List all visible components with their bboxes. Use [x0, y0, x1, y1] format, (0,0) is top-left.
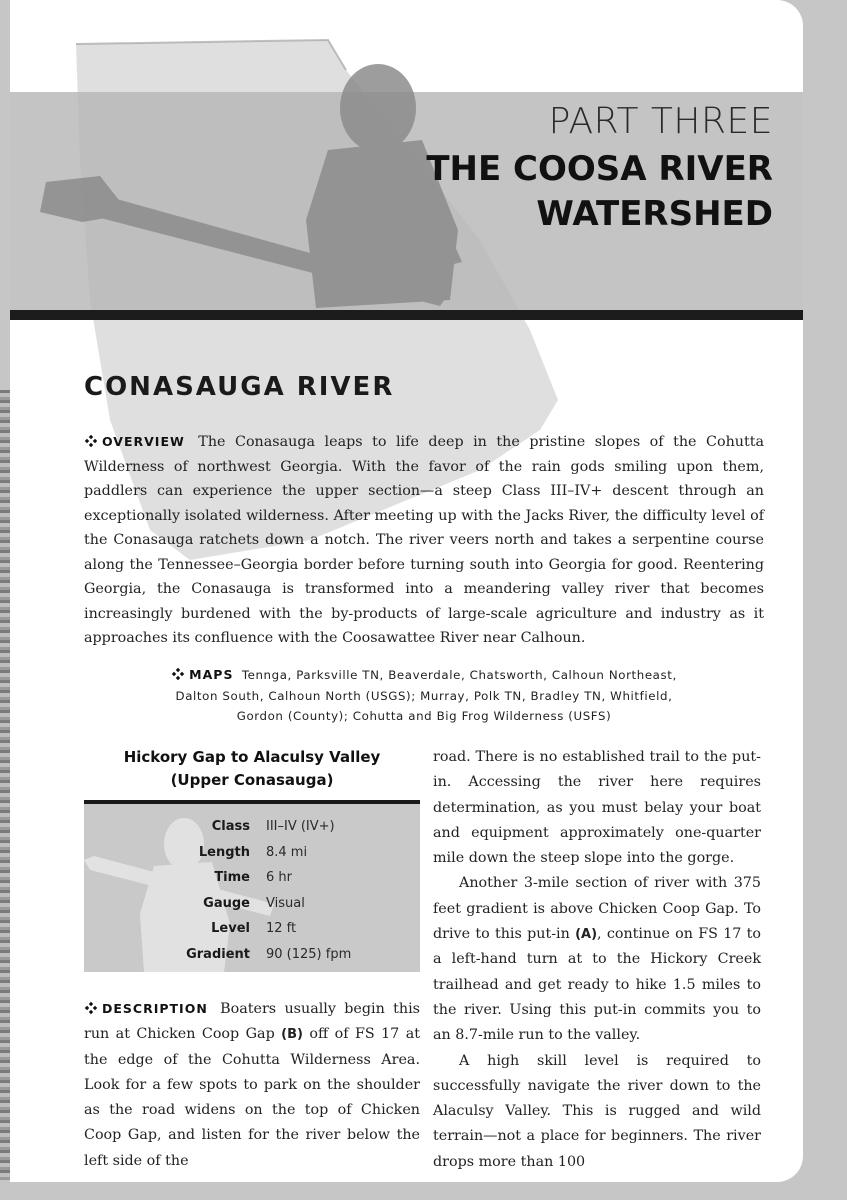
compass-diamond-icon — [171, 667, 185, 681]
maps-line-1 — [84, 665, 764, 686]
stat-row-gauge — [160, 891, 351, 917]
description-label: DESCRIPTION — [102, 1001, 208, 1016]
stat-value: III–IV (IV+) — [266, 819, 335, 835]
adjacent-page-edge — [0, 390, 10, 1180]
compass-diamond-icon — [84, 1001, 98, 1015]
stat-value: 8.4 mi — [266, 844, 308, 860]
stat-label: Time — [214, 870, 250, 886]
right-paragraph-2 — [433, 871, 761, 1048]
section-title-line-2: (Upper Conasauga) — [170, 771, 334, 789]
stat-value: 6 hr — [266, 870, 292, 886]
stat-label: Class — [211, 819, 250, 835]
stat-row-level — [160, 916, 351, 942]
right-p2-text-a: Another 3-mile section of river with 375 feet gradient is above Chicken Coop Gap. To drive to this put-in — [433, 875, 761, 943]
part-title-line-2: WATERSHED — [536, 194, 773, 234]
stats-table — [160, 814, 351, 967]
river-stats-box — [84, 800, 420, 972]
stat-row-length — [160, 840, 351, 866]
book-page — [10, 0, 803, 1182]
overview-label: OVERVIEW — [102, 434, 185, 449]
description-paragraph — [84, 996, 420, 1174]
maps-text-1: Tennga, Parksville TN, Beaverdale, Chatsworth, Calhoun Northeast, — [241, 668, 677, 682]
stat-value: 12 ft — [266, 921, 297, 937]
stat-value: Visual — [266, 895, 305, 911]
part-title — [426, 147, 773, 237]
right-p2-text-b: , continue on FS 17 to a left-hand turn at to the Hickory Creek trailhead and get ready to hike 1.5 miles to the river. Using this put-in commits you to an 8.7-mile run to the valley. — [433, 926, 761, 1044]
map-ref-a: (A) — [575, 927, 598, 943]
stat-label: Level — [211, 921, 250, 937]
stat-row-time — [160, 865, 351, 891]
part-label: PART THREE — [548, 101, 773, 142]
description-text-b: off of FS 17 at the edge of the Cohutta Wilderness Area. Look for a few spots to park on the shoulder as the road widens on the top of Chicken Coop Gap, and listen for the river below the left side of the — [84, 1026, 420, 1169]
stat-row-class — [160, 814, 351, 840]
maps-line-2: Dalton South, Calhoun North (USGS); Murray, Polk TN, Bradley TN, Whitfield, — [175, 688, 673, 703]
banner-rule — [10, 310, 803, 320]
right-paragraph-3: A high skill level is required to successfully navigate the river down to the Alaculsy Valley. This is rugged and wild terrain—not a place for beginners. The river drops more than 100 — [433, 1052, 761, 1170]
river-title: CONASAUGA RIVER — [84, 372, 395, 402]
section-title-line-1: Hickory Gap to Alaculsy Valley — [123, 748, 381, 766]
stat-label: Gauge — [203, 895, 250, 911]
maps-block — [84, 665, 764, 727]
stat-value: 90 (125) fpm — [266, 946, 352, 962]
maps-line-3: Gordon (County); Cohutta and Big Frog Wilderness (USFS) — [236, 709, 612, 723]
stat-label: Length — [198, 844, 250, 860]
maps-label: MAPS — [189, 667, 234, 682]
overview-text: The Conasauga leaps to life deep in the pristine slopes of the Cohutta Wilderness of northwest Georgia. With the favor of the rain gods smiling upon them, paddlers can experience the upper section—a steep Class III–IV+ descent through an exceptionally isolated wilderness. After meeting up with the Jacks River, the difficulty level of the Conasauga ratchets down a notch. The river veers north and takes a serpentine course along the Tennessee–Georgia border before turning south into Georgia for good. Reentering Georgia, the Conasauga is transformed into a meandering valley river that becomes increasingly burdened with the by-products of large-scale agriculture and industry as it approaches its confluence with the Coosawattee River near Calhoun. — [84, 434, 764, 646]
description-text-a: Boaters usually begin this run at Chicken Coop Gap — [84, 1001, 420, 1043]
compass-diamond-icon — [84, 434, 98, 448]
right-column — [433, 745, 761, 1175]
section-heading — [84, 746, 420, 792]
stat-row-gradient — [160, 942, 351, 968]
right-paragraph-1: road. There is no established trail to the put-in. Accessing the river here requires determination, as you must belay your boat and equipment approximately one-quarter mile down the steep slope into the gorge. — [433, 749, 761, 867]
stat-label: Gradient — [186, 946, 250, 962]
overview-paragraph — [84, 430, 764, 651]
map-ref-b: (B) — [281, 1027, 303, 1043]
part-title-line-1: THE COOSA RIVER — [426, 149, 773, 189]
